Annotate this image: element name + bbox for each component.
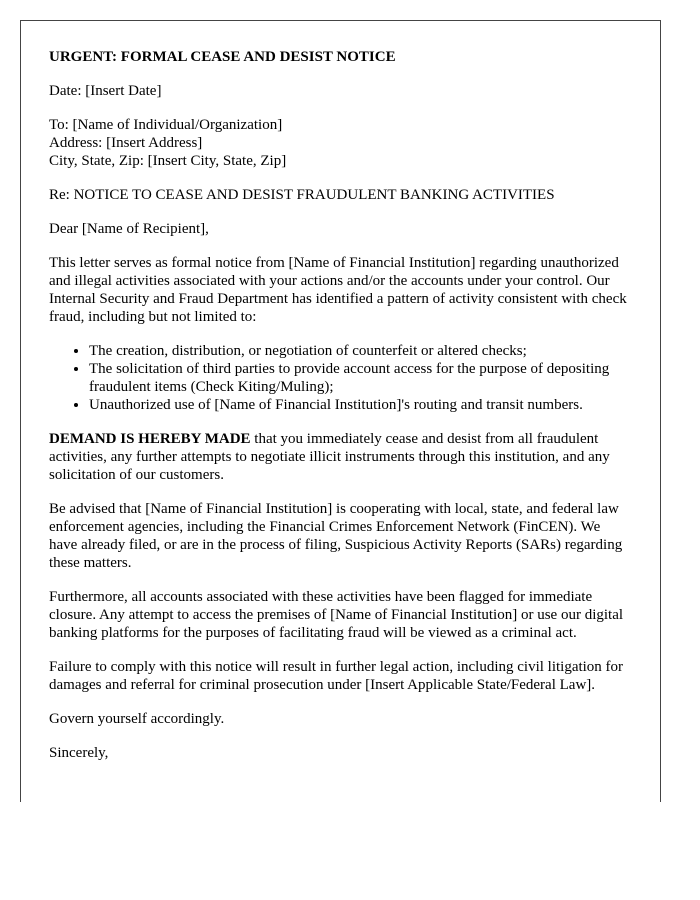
date-line: Date: [Insert Date] xyxy=(49,83,162,99)
address-line: Address: [Insert Address] xyxy=(49,135,203,151)
recipient-address xyxy=(49,116,632,170)
salutation: Dear [Name of Recipient], xyxy=(49,221,209,237)
closing-line: Sincerely, xyxy=(49,745,109,761)
demand-text: that you immediately cease and desist from all fraudulent activities, any further attempts to negotiate illicit instruments through this institution, and any solicitation of our customers. xyxy=(49,431,610,483)
demand-emphasis: DEMAND IS HEREBY MADE xyxy=(49,431,251,447)
intro-paragraph: This letter serves as formal notice from [Name of Financial Institution] regarding unauthorized and illegal activities associated with your actions and/or the accounts under your control. Our Internal Security and Fraud Department has identified a pattern of activity consistent with check fraud, including but not limited to: xyxy=(49,255,627,325)
subject-line: Re: NOTICE TO CEASE AND DESIST FRAUDULENT BANKING ACTIVITIES xyxy=(49,187,555,203)
failure-paragraph: Failure to comply with this notice will result in further legal action, including civil litigation for damages and referral for criminal prosecution under [Insert Applicable State/Federal Law]. xyxy=(49,659,624,693)
fraud-activity-list xyxy=(49,342,632,414)
list-item: • The creation, distribution, or negotiation of counterfeit or altered checks; xyxy=(89,342,632,360)
to-line: To: [Name of Individual/Organization] xyxy=(49,117,283,133)
letter-title: URGENT: FORMAL CEASE AND DESIST NOTICE xyxy=(49,49,396,65)
furthermore-paragraph: Furthermore, all accounts associated with these activities have been flagged for immediate closure. Any attempt to access the premises of [Name of Financial Institution] or use our digital banking platforms for the purposes of facilitating fraud will be viewed as a criminal act. xyxy=(49,589,624,641)
list-item: • The solicitation of third parties to provide account access for the purpose of depositing fraudulent items (Check Kiting/Muling); xyxy=(89,360,632,396)
advised-paragraph: Be advised that [Name of Financial Institution] is cooperating with local, state, and federal law enforcement agencies, including the Financial Crimes Enforcement Network (FinCEN). We have already filed, or are in the process of filing, Suspicious Activity Reports (SARs) regarding these matters. xyxy=(49,501,623,571)
letter-page xyxy=(20,20,661,802)
demand-paragraph xyxy=(49,430,632,484)
city-line: City, State, Zip: [Insert City, State, Zip] xyxy=(49,153,287,169)
govern-line: Govern yourself accordingly. xyxy=(49,711,225,727)
list-item: • Unauthorized use of [Name of Financial Institution]'s routing and transit numbers. xyxy=(89,396,632,414)
